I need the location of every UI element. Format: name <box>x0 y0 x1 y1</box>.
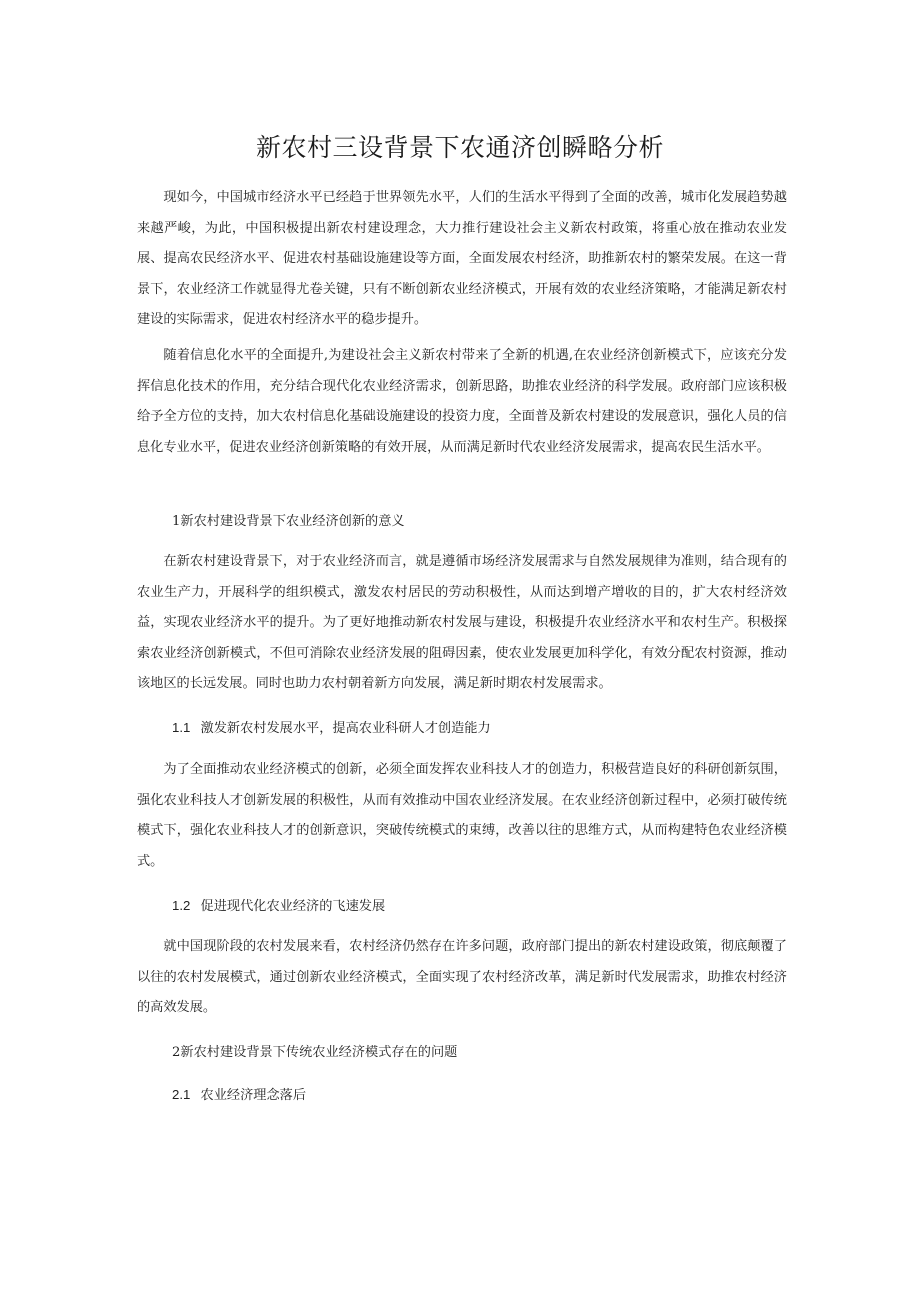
section-heading-2-text: 2新农村建设背景下传统农业经济模式存在的问题 <box>172 1045 458 1060</box>
section-number-2-1: 2.1 <box>172 1087 191 1102</box>
section-number-1-2: 1.2 <box>172 898 191 913</box>
paragraph-informatization: 随着信息化水平的全面提升,为建设社会主义新农村带来了全新的机遇,在农业经济创新模式下，应该充分发挥信息化技术的作用，充分结合现代化农业经济需求，创新思路，助推农业经济的科学发展。政府部门应该积极给予全方位的支持，加大农村信息化基础设施建设的投资力度，全面普及新农村建设的发展意识，强化人员的信息化专业水平，促进农业经济创新策略的有效开展，从而满足新时代农业经济发展需求，提高农民生活水平。 <box>137 348 787 455</box>
section-heading-1-2-text: 促进现代化农业经济的飞速发展 <box>200 899 386 914</box>
document-title: 新农村三设背景下农通济创瞬略分析 <box>255 133 664 162</box>
section-heading-1-1 <box>172 718 491 739</box>
paragraph-significance: 在新农村建设背景下，对于农业经济而言，就是遵循市场经济发展需求与自然发展规律为准则，结合现有的农业生产力，开展科学的组织模式，激发农村居民的劳动积极性，从而达到增产增收的目的，扩大农村经济效益，实现农业经济水平的提升。为了更好地推动新农村发展与建设，积极提升农业经济水平和农村生产。积极探索农业经济创新模式，不但可消除农业经济发展的阻碍因素，使农业发展更加科学化，有效分配农村资源，推动该地区的长远发展。同时也助力农村朝着新方向发展，满足新时期农村发展需求。 <box>137 554 787 691</box>
section-heading-2-1-text: 农业经济理念落后 <box>200 1088 307 1103</box>
section-heading-1-1-text: 激发新农村发展水平，提高农业科研人才创造能力 <box>200 721 491 736</box>
paragraph-development: 就中国现阶段的农村发展来看，农村经济仍然存在许多问题，政府部门提出的新农村建设政策，彻底颠覆了以往的农村发展模式，通过创新农业经济模式，全面实现了农村经济改革，满足新时代发展需求，助推农村经济的高效发展。 <box>137 939 787 1015</box>
section-heading-1-text: 1新农村建设背景下农业经济创新的意义 <box>172 514 405 529</box>
section-heading-2 <box>172 1043 457 1063</box>
section-heading-1 <box>172 512 405 532</box>
paragraph-intro: 现如今，中国城市经济水平已经趋于世界领先水平，人们的生活水平得到了全面的改善，城市化发展趋势越来越严峻，为此，中国积极提出新农村建设理念，大力推行建设社会主义新农村政策，将重心放在推动农业发展、提高农民经济水平、促进农村基础设施建设等方面，全面发展农村经济，助推新农村的繁荣发展。在这一背景下，农业经济工作就显得尤卷关键，只有不断创新农业经济模式，开展有效的农业经济策略，才能满足新农村建设的实际需求，促进农村经济水平的稳步提升。 <box>137 190 787 327</box>
section-heading-1-2 <box>172 896 385 917</box>
section-heading-2-1 <box>172 1085 306 1106</box>
paragraph-talent: 为了全面推动农业经济模式的创新，必须全面发挥农业科技人才的创造力，积极营造良好的科研创新氛围，强化农业科技人才创新发展的积极性，从而有效推动中国农业经济发展。在农业经济创新过程中，必须打破传统模式下，强化农业科技人才的创新意识，突破传统模式的束缚，改善以往的思维方式，从而构建特色农业经济模式。 <box>137 762 787 869</box>
section-number-1-1: 1.1 <box>172 720 191 735</box>
